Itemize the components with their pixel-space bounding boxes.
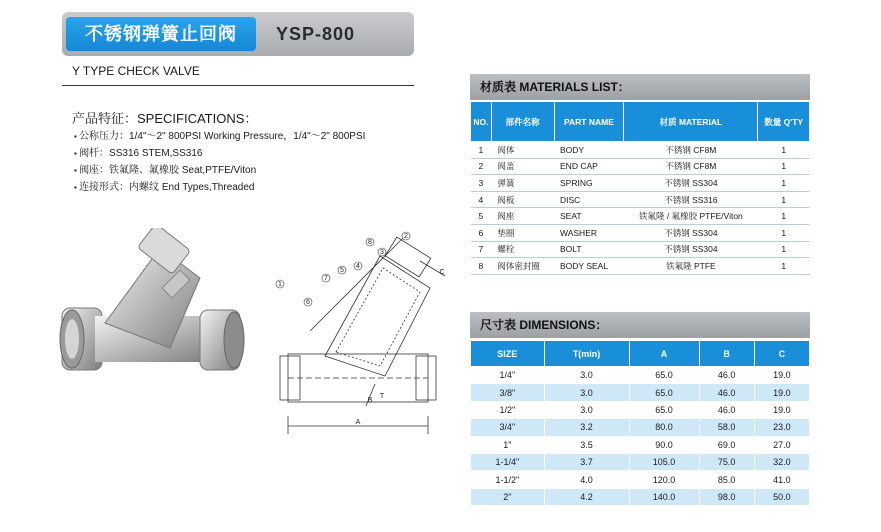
table-cell: 1 bbox=[758, 224, 810, 241]
column-header: C bbox=[754, 341, 809, 367]
table-cell: 46.0 bbox=[699, 367, 754, 384]
product-model: YSP-800 bbox=[276, 24, 356, 44]
table-cell: 3.0 bbox=[544, 367, 629, 384]
balloon-label: 2 bbox=[404, 233, 408, 240]
table-cell: 1" bbox=[471, 436, 545, 453]
table-cell: 3/8" bbox=[471, 384, 545, 401]
table-row bbox=[471, 401, 810, 418]
table-cell: 不锈钢 SS304 bbox=[624, 175, 758, 192]
table-cell: 阀体 bbox=[491, 142, 554, 159]
table-cell: 1 bbox=[758, 241, 810, 258]
table-cell: 2 bbox=[471, 158, 492, 175]
table-row bbox=[471, 191, 810, 208]
dimensions-title: 尺寸表 DIMENSIONS： bbox=[470, 312, 810, 338]
table-cell: 3.5 bbox=[544, 436, 629, 453]
table-row bbox=[471, 142, 810, 159]
spec-item: ▪ 连接形式：内螺纹 End Types,Threaded bbox=[74, 179, 365, 196]
column-header: NO. bbox=[471, 102, 492, 142]
table-cell: 3.0 bbox=[544, 401, 629, 418]
table-cell: 80.0 bbox=[629, 419, 699, 436]
table-cell: 19.0 bbox=[754, 401, 809, 418]
table-cell: BOLT bbox=[554, 241, 624, 258]
dimension-c-label: C bbox=[439, 269, 445, 276]
table-cell: 105.0 bbox=[629, 453, 699, 470]
table-cell: 3/4" bbox=[471, 419, 545, 436]
product-subtitle: Y TYPE CHECK VALVE bbox=[72, 64, 200, 78]
materials-title: 材质表 MATERIALS LIST： bbox=[470, 74, 810, 100]
dimension-t-label: T bbox=[379, 393, 385, 400]
table-cell: 19.0 bbox=[754, 384, 809, 401]
table-row bbox=[471, 471, 810, 488]
table-cell: 46.0 bbox=[699, 384, 754, 401]
table-cell: 58.0 bbox=[699, 419, 754, 436]
materials-rows bbox=[471, 142, 810, 275]
table-cell: 120.0 bbox=[629, 471, 699, 488]
table-cell: 27.0 bbox=[754, 436, 809, 453]
table-cell: 3 bbox=[471, 175, 492, 192]
table-cell: 19.0 bbox=[754, 367, 809, 384]
table-cell: 阀体密封圈 bbox=[491, 258, 554, 275]
table-row bbox=[471, 367, 810, 384]
spec-item: ▪ 公称压力：1/4"～2" 800PSI Working Pressure，1/4"～2" 800PSI bbox=[74, 128, 365, 145]
product-title-cn: 不锈钢弹簧止回阀 bbox=[66, 17, 256, 51]
table-row bbox=[471, 158, 810, 175]
table-cell: 85.0 bbox=[699, 471, 754, 488]
table-row bbox=[471, 241, 810, 258]
balloon-label: 7 bbox=[324, 275, 328, 282]
table-cell: 1-1/2" bbox=[471, 471, 545, 488]
table-cell: BODY SEAL bbox=[554, 258, 624, 275]
balloon-label: 3 bbox=[380, 249, 384, 256]
table-cell: 不锈钢 CF8M bbox=[624, 142, 758, 159]
table-cell: 6 bbox=[471, 224, 492, 241]
table-cell: 65.0 bbox=[629, 401, 699, 418]
table-cell: 弹簧 bbox=[491, 175, 554, 192]
table-row bbox=[471, 384, 810, 401]
column-header: 数量 Q'TY bbox=[758, 102, 810, 142]
dimensions-rows bbox=[471, 367, 810, 506]
balloon-label: 1 bbox=[278, 281, 282, 288]
table-cell: 不锈钢 SS304 bbox=[624, 224, 758, 241]
table-cell: 69.0 bbox=[699, 436, 754, 453]
column-header: 材质 MATERIAL bbox=[624, 102, 758, 142]
header-banner bbox=[62, 12, 414, 56]
table-cell: 2" bbox=[471, 488, 545, 505]
table-row bbox=[471, 208, 810, 225]
spec-item: ▪ 阀杆：SS316 STEM,SS316 bbox=[74, 145, 365, 162]
table-cell: 65.0 bbox=[629, 384, 699, 401]
table-cell: SPRING bbox=[554, 175, 624, 192]
table-row bbox=[471, 453, 810, 470]
column-header: T(min) bbox=[544, 341, 629, 367]
table-cell: BODY bbox=[554, 142, 624, 159]
table-cell: DISC bbox=[554, 191, 624, 208]
divider bbox=[62, 85, 414, 86]
table-row bbox=[471, 258, 810, 275]
table-cell: 垫圈 bbox=[491, 224, 554, 241]
spec-item: ▪ 阀座：铁氟隆、氟橡胶 Seat,PTFE/Viton bbox=[74, 162, 365, 179]
table-cell: 41.0 bbox=[754, 471, 809, 488]
balloon-label: 5 bbox=[340, 267, 344, 274]
table-cell: SEAT bbox=[554, 208, 624, 225]
table-cell: 1/4" bbox=[471, 367, 545, 384]
table-cell: 3.0 bbox=[544, 384, 629, 401]
table-row bbox=[471, 488, 810, 505]
materials-table bbox=[470, 101, 810, 275]
table-cell: 3.2 bbox=[544, 419, 629, 436]
table-cell: 不锈钢 SS304 bbox=[624, 241, 758, 258]
table-row bbox=[471, 224, 810, 241]
specifications-title: 产品特征：SPECIFICATIONS： bbox=[72, 111, 258, 126]
dimensions-table bbox=[470, 340, 810, 506]
table-cell: 1 bbox=[758, 191, 810, 208]
valve-photo bbox=[50, 228, 250, 428]
balloon-label: 6 bbox=[306, 299, 310, 306]
table-cell: 75.0 bbox=[699, 453, 754, 470]
table-cell: 阀座 bbox=[491, 208, 554, 225]
table-cell: 23.0 bbox=[754, 419, 809, 436]
table-cell: 98.0 bbox=[699, 488, 754, 505]
table-cell: 90.0 bbox=[629, 436, 699, 453]
table-cell: 4 bbox=[471, 191, 492, 208]
table-cell: 铁氟隆 PTFE bbox=[624, 258, 758, 275]
table-cell: 阀盖 bbox=[491, 158, 554, 175]
table-cell: END CAP bbox=[554, 158, 624, 175]
column-header: PART NAME bbox=[554, 102, 624, 142]
column-header: SIZE bbox=[471, 341, 545, 367]
table-cell: 4.2 bbox=[544, 488, 629, 505]
balloon-label: 4 bbox=[356, 263, 360, 270]
column-header: B bbox=[699, 341, 754, 367]
table-cell: 5 bbox=[471, 208, 492, 225]
table-cell: 1 bbox=[758, 175, 810, 192]
table-cell: 铁氟隆 / 氟橡胶 PTFE/Viton bbox=[624, 208, 758, 225]
sectional-drawing bbox=[270, 216, 460, 446]
table-cell: 不锈钢 CF8M bbox=[624, 158, 758, 175]
table-cell: 32.0 bbox=[754, 453, 809, 470]
table-cell: 46.0 bbox=[699, 401, 754, 418]
table-cell: 不锈钢 SS316 bbox=[624, 191, 758, 208]
table-cell: 50.0 bbox=[754, 488, 809, 505]
table-cell: 1 bbox=[758, 142, 810, 159]
table-cell: 1 bbox=[758, 158, 810, 175]
table-cell: 4.0 bbox=[544, 471, 629, 488]
table-cell: 1 bbox=[471, 142, 492, 159]
column-header: 部件名称 bbox=[491, 102, 554, 142]
table-cell: 8 bbox=[471, 258, 492, 275]
dimension-a-label: A bbox=[355, 419, 361, 426]
balloon-label: 8 bbox=[368, 239, 372, 246]
table-cell: 1 bbox=[758, 258, 810, 275]
table-cell: 65.0 bbox=[629, 367, 699, 384]
table-cell: 1/2" bbox=[471, 401, 545, 418]
table-cell: 1 bbox=[758, 208, 810, 225]
table-row bbox=[471, 175, 810, 192]
table-cell: WASHER bbox=[554, 224, 624, 241]
table-cell: 1-1/4" bbox=[471, 453, 545, 470]
dimension-b-label: B bbox=[367, 397, 373, 404]
table-cell: 7 bbox=[471, 241, 492, 258]
table-cell: 阀板 bbox=[491, 191, 554, 208]
table-cell: 3.7 bbox=[544, 453, 629, 470]
table-cell: 螺栓 bbox=[491, 241, 554, 258]
table-cell: 140.0 bbox=[629, 488, 699, 505]
table-row bbox=[471, 436, 810, 453]
table-row bbox=[471, 419, 810, 436]
specifications-list bbox=[74, 128, 365, 196]
column-header: A bbox=[629, 341, 699, 367]
